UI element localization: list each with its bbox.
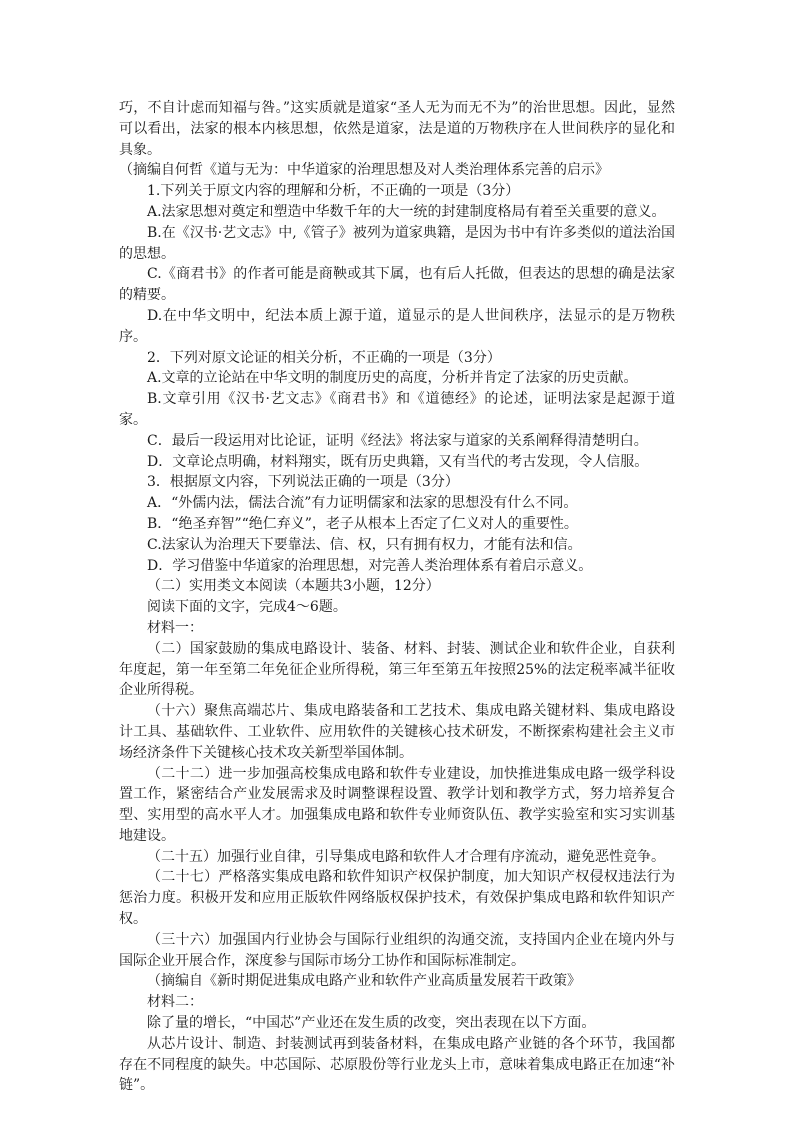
- material-1-item-36: （三十六）加强国内行业协会与国际行业组织的沟通交流，支持国内企业在境内外与国际企业开展合作，深度参与国际市场分工协作和国际标准制定。: [119, 931, 675, 969]
- q3-option-b: B．“绝圣弃智”“绝仁弃义”，老子从根本上否定了仁义对人的重要性。: [147, 515, 578, 532]
- question-2: 2．下列对原文论证的相关分析，不正确的一项是（3分）: [147, 349, 501, 366]
- source-citation-2: （摘编自《新时期促进集成电路产业和软件产业高质量发展若干政策》: [147, 973, 581, 990]
- q3-option-c: C.法家认为治理天下要靠法、信、权，只有拥有权力，才能有法和信。: [147, 536, 582, 553]
- paragraph-closing-quote: 巧，不自计虑而知福与咎。”这实质就是道家“圣人无为而无不为”的治世思想。因此，显然可以看出，法家的根本内核思想，依然是道家，法是道的万物秩序在人世间秩序的显化和具象。: [119, 100, 675, 158]
- q2-option-a: A.文章的立论站在中华文明的制度历史的高度，分析并肯定了法家的历史贡献。: [147, 370, 638, 387]
- material-1-item-22: （二十二）进一步加强高校集成电路和软件专业建设，加快推进集成电路一级学科设置工作，紧密结合产业发展需求及时调整课程设置、教学计划和教学方式，努力培养复合型、实用型的高水平人才。加强集成电路和软件专业师资队伍、教学实验室和实习实训基地建设。: [119, 765, 675, 844]
- q1-option-c: C.《商君书》的作者可能是商鞅或其下属，也有后人托做，但表达的思想的确是法家的精要。: [119, 266, 675, 304]
- section-heading-practical-reading: （二）实用类文本阅读（本题共3小题，12分）: [147, 578, 440, 595]
- q1-option-a: A.法家思想对奠定和塑造中华数千年的大一统的封建制度格局有着至关重要的意义。: [147, 203, 666, 220]
- question-1: 1.下列关于原文内容的理解和分析，不正确的一项是（3分）: [147, 183, 520, 200]
- material-1-item-25: （二十五）加强行业自律，引导集成电路和软件人才合理有序流动，避免恶性竞争。: [147, 848, 665, 865]
- q3-option-d: D．学习借鉴中华道家的治理思想，对完善人类治理体系有着启示意义。: [147, 557, 593, 574]
- question-3: 3．根据原文内容，下列说法正确的一项是（3分）: [147, 474, 459, 491]
- q1-option-b: B.在《汉书·艺文志》中,《管子》被列为道家典籍，是因为书中有许多类似的道法治国的思想。: [119, 224, 675, 262]
- material-1-item-27: （二十七）严格落实集成电路和软件知识产权保护制度，加大知识产权侵权违法行为惩治力度。积极开发和应用正版软件网络版权保护技术，有效保护集成电路和软件知识产权。: [119, 869, 675, 928]
- material-2-paragraph-1: 除了量的增长，“中国芯”产业还在发生质的改变，突出表现在以下方面。: [147, 1015, 596, 1032]
- q3-option-a: A．“外儒内法，儒法合流”有力证明儒家和法家的思想没有什么不同。: [147, 495, 578, 512]
- material-2-label: 材料二：: [147, 994, 203, 1011]
- document-body: [119, 98, 675, 1096]
- material-2-paragraph-2: 从芯片设计、制造、封装测试再到装备材料，在集成电路产业链的各个环节，我国都存在不同程度的缺失。中芯国际、芯原股份等行业龙头上市，意味着集成电路正在加速“补链”。: [119, 1035, 675, 1094]
- q1-option-d: D.在中华文明中，纪法本质上源于道，道显示的是人世间秩序，法显示的是万物秩序。: [119, 307, 675, 345]
- q2-option-d: D．文章论点明确，材料翔实，既有历史典籍，又有当代的考古发现，令人信服。: [147, 453, 649, 470]
- material-1-item-2: （二）国家鼓励的集成电路设计、装备、材料、封装、测试企业和软件企业，自获利年度起，第一年至第二年免征企业所得税，第三年至第五年按照25%的法定税率减半征收企业所得税。: [119, 640, 675, 699]
- material-1-item-16: （十六）聚焦高端芯片、集成电路装备和工艺技术、集成电路关键材料、集成电路设计工具、基础软件、工业软件、应用软件的关键核心技术研发，不断探索构建社会主义市场经济条件下关键核心技术攻关新型举国体制。: [119, 703, 675, 761]
- reading-instruction: 阅读下面的文字，完成4～6题。: [147, 599, 347, 616]
- q2-option-b: B.文章引用《汉书·艺文志》《商君书》和《道德经》的论述，证明法家是起源于道家。: [119, 391, 675, 428]
- source-citation-1: （摘编自何哲《道与无为：中华道家的治理思想及对人类治理体系完善的启示》: [119, 162, 609, 179]
- material-1-label: 材料一：: [147, 619, 203, 636]
- q2-option-c: C．最后一段运用对比论证，证明《经法》将法家与道家的关系阐释得清楚明白。: [147, 432, 648, 449]
